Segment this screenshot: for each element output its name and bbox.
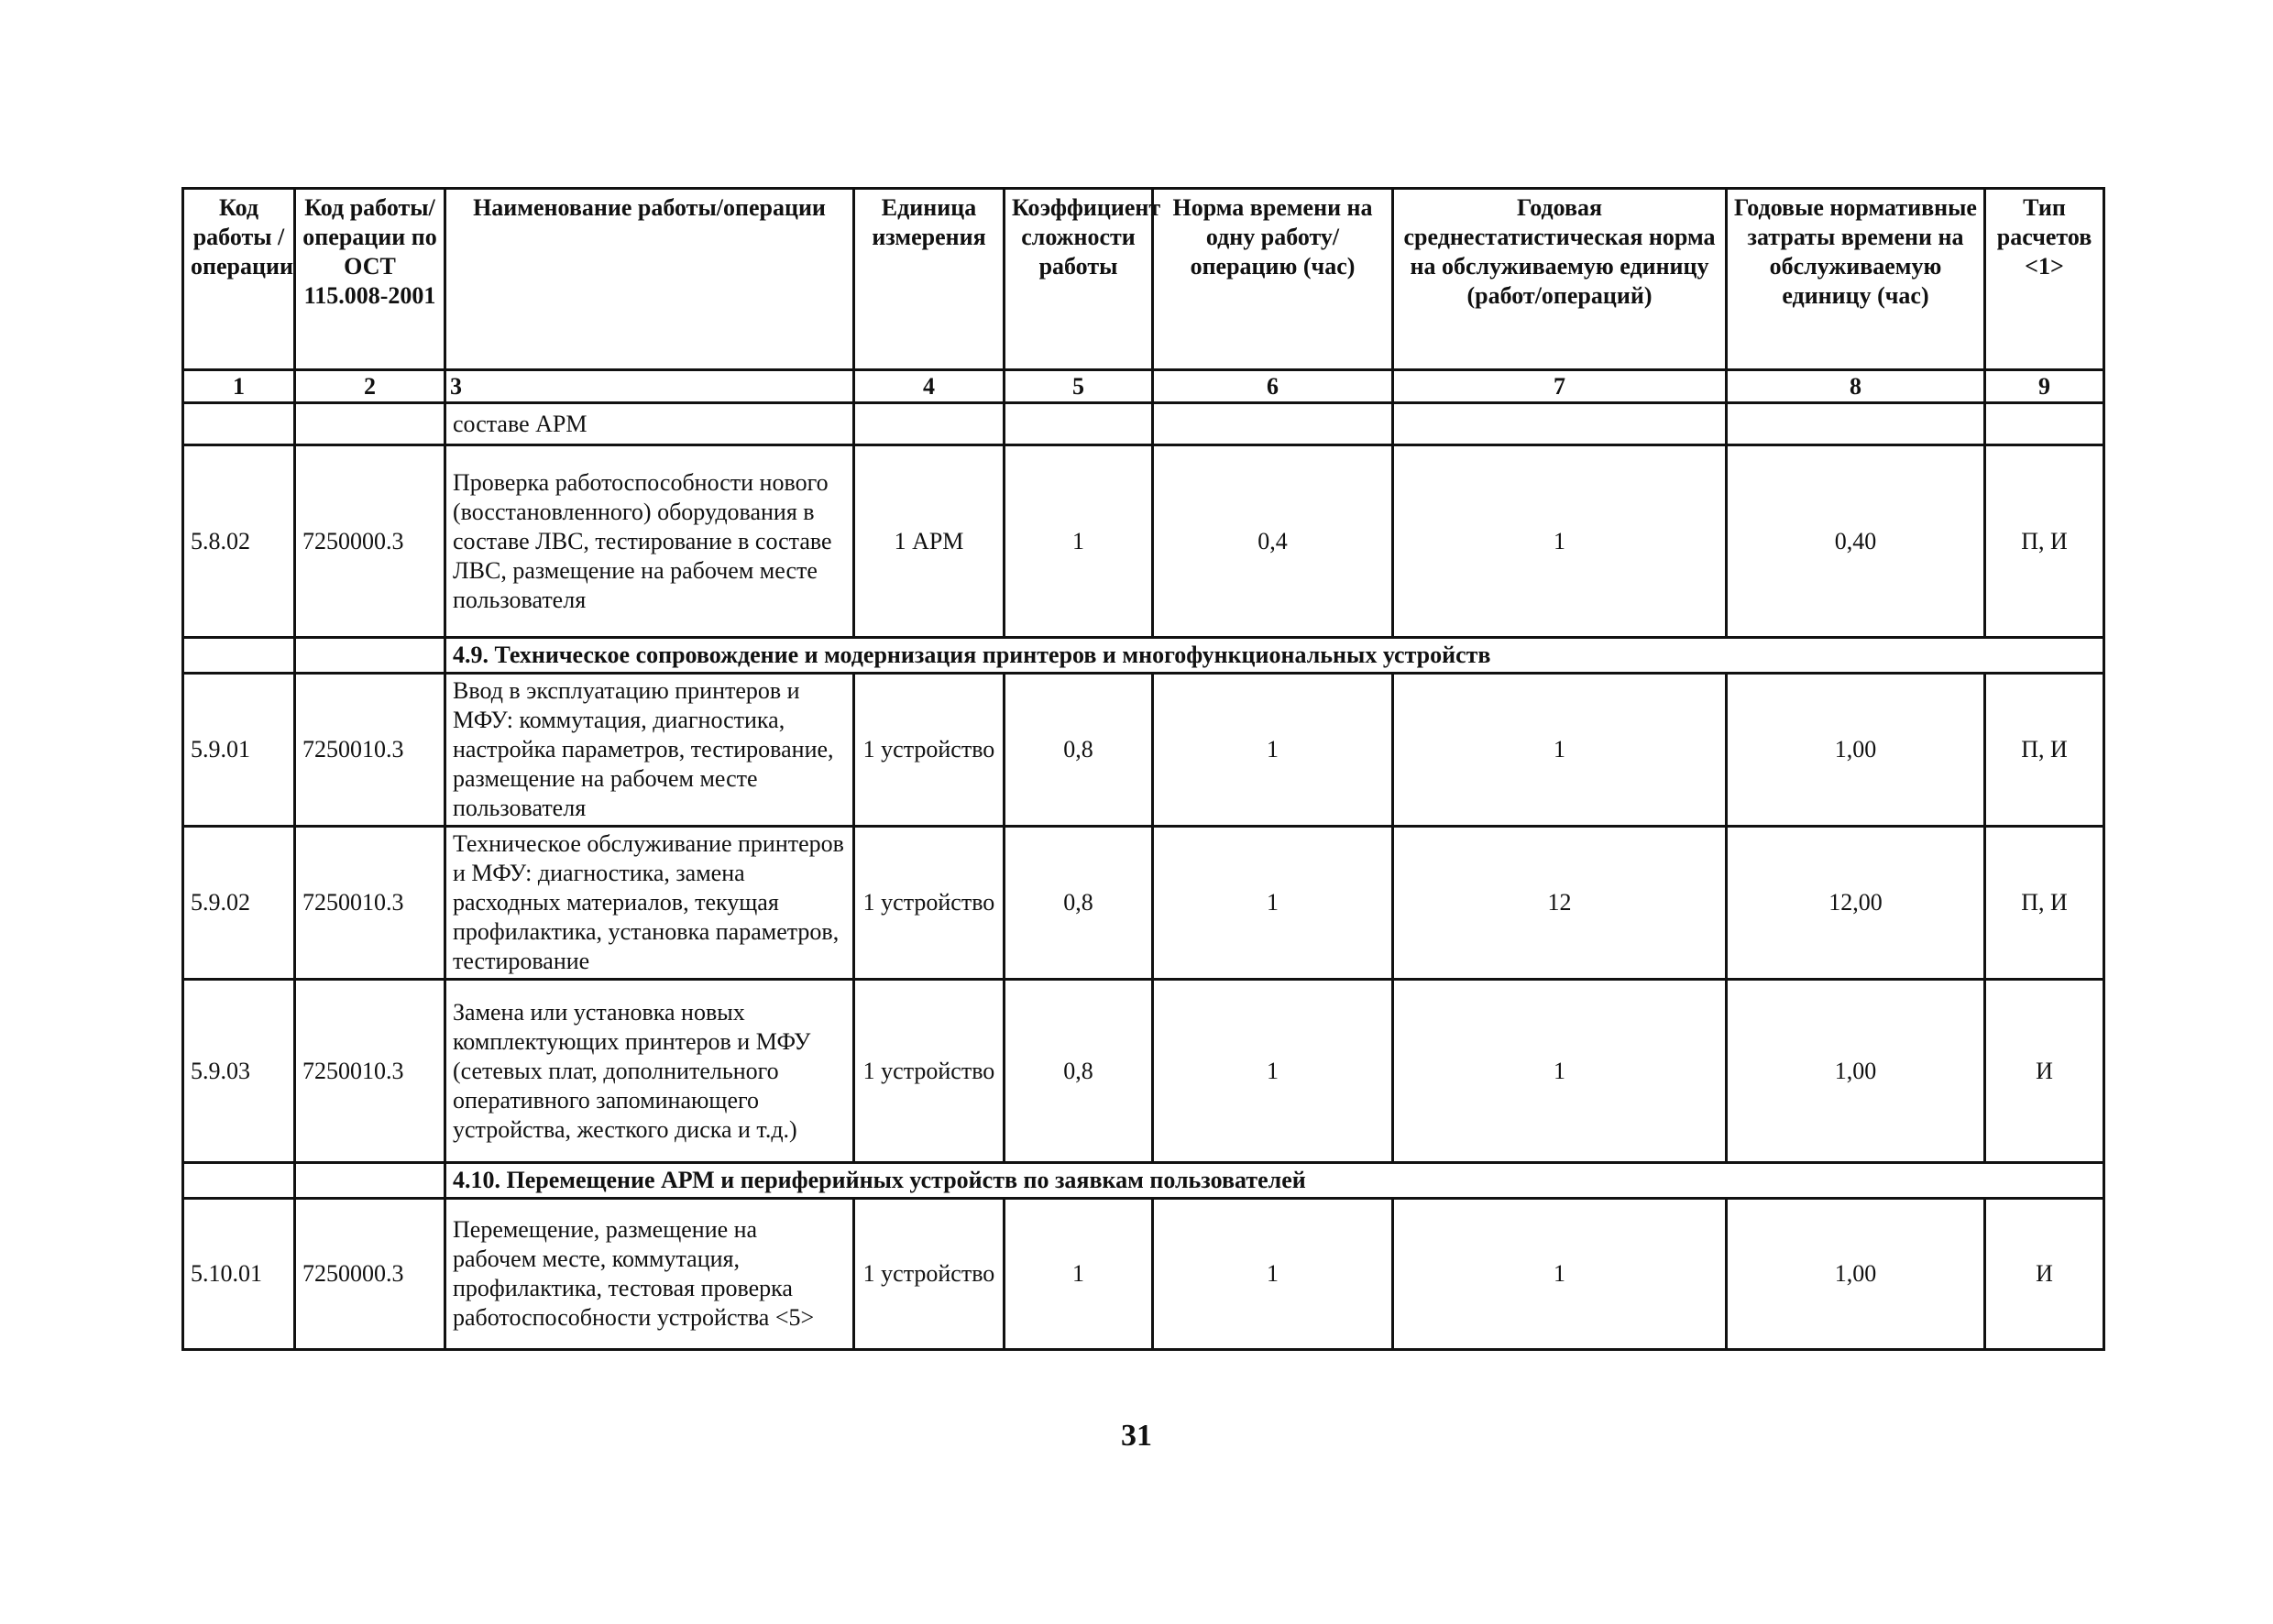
empty-cell	[183, 638, 295, 674]
unit: 1 устройство	[854, 1199, 1005, 1350]
annual-time-cost: 1,00	[1727, 674, 1985, 827]
page-number: 31	[1121, 1419, 1152, 1453]
annual-norm: 1	[1393, 445, 1727, 638]
annual-norm: 1	[1393, 1199, 1727, 1350]
calculation-type: И	[1985, 980, 2104, 1163]
column-number: 1	[183, 370, 295, 403]
annual-time-cost: 0,40	[1727, 445, 1985, 638]
operation-code: 5.9.03	[183, 980, 295, 1163]
empty-cell	[1985, 403, 2104, 445]
empty-cell	[295, 1163, 445, 1199]
empty-cell	[295, 638, 445, 674]
column-number-row	[183, 370, 2104, 403]
column-number: 3	[445, 370, 854, 403]
column-number: 9	[1985, 370, 2104, 403]
time-norm: 0,4	[1153, 445, 1393, 638]
header-cell: Код работы/операции по ОСТ 115.008-2001	[295, 189, 445, 370]
calculation-type: П, И	[1985, 445, 2104, 638]
operation-name: Техническое обслуживание принтеров и МФУ: диагностика, замена расходных материалов, текущая профилактика, установка параметров, тестирование	[445, 827, 854, 980]
column-number: 2	[295, 370, 445, 403]
ost-code: 7250000.3	[295, 445, 445, 638]
table-row	[183, 827, 2104, 980]
empty-cell	[1005, 403, 1153, 445]
operation-name: Проверка работоспособности нового (восстановленного) оборудования в составе ЛВС, тестирование в составе ЛВС, размещение на рабочем месте пользователя	[445, 445, 854, 638]
operation-code: 5.9.01	[183, 674, 295, 827]
continuation-text: составе АРМ	[445, 403, 854, 445]
header-cell: Коэффициент сложности работы	[1005, 189, 1153, 370]
table-header-row	[183, 189, 2104, 370]
column-number: 5	[1005, 370, 1153, 403]
calculation-type: П, И	[1985, 827, 2104, 980]
annual-time-cost: 12,00	[1727, 827, 1985, 980]
unit: 1 устройство	[854, 827, 1005, 980]
column-number: 4	[854, 370, 1005, 403]
section-title: 4.10. Перемещение АРМ и периферийных устройств по заявкам пользователей	[445, 1163, 2104, 1199]
time-norm: 1	[1153, 827, 1393, 980]
time-norm: 1	[1153, 980, 1393, 1163]
continuation-row	[183, 403, 2104, 445]
calculation-type: И	[1985, 1199, 2104, 1350]
operation-code: 5.9.02	[183, 827, 295, 980]
header-cell: Норма времени на одну работу/операцию (час)	[1153, 189, 1393, 370]
header-cell: Тип расчетов <1>	[1985, 189, 2104, 370]
table-row	[183, 674, 2104, 827]
header-cell: Единица измерения	[854, 189, 1005, 370]
calculation-type: П, И	[1985, 674, 2104, 827]
complexity-coefficient: 0,8	[1005, 827, 1153, 980]
unit: 1 АРМ	[854, 445, 1005, 638]
norms-table	[181, 187, 2105, 1351]
section-row	[183, 1163, 2104, 1199]
header-cell: Годовая среднестатистическая норма на обслуживаемую единицу (работ/операций)	[1393, 189, 1727, 370]
time-norm: 1	[1153, 674, 1393, 827]
ost-code: 7250010.3	[295, 980, 445, 1163]
ost-code: 7250010.3	[295, 827, 445, 980]
operation-name: Замена или установка новых комплектующих принтеров и МФУ (сетевых плат, дополнительного оперативного запоминающего устройства, жесткого диска и т.д.)	[445, 980, 854, 1163]
ost-code: 7250000.3	[295, 1199, 445, 1350]
section-title: 4.9. Техническое сопровождение и модернизация принтеров и многофункциональных устройств	[445, 638, 2104, 674]
annual-time-cost: 1,00	[1727, 980, 1985, 1163]
header-cell: Наименование работы/операции	[445, 189, 854, 370]
empty-cell	[854, 403, 1005, 445]
operation-code: 5.10.01	[183, 1199, 295, 1350]
annual-norm: 12	[1393, 827, 1727, 980]
column-number: 8	[1727, 370, 1985, 403]
unit: 1 устройство	[854, 674, 1005, 827]
annual-norm: 1	[1393, 674, 1727, 827]
empty-cell	[1393, 403, 1727, 445]
operation-name: Перемещение, размещение на рабочем месте, коммутация, профилактика, тестовая проверка работоспособности устройства <5>	[445, 1199, 854, 1350]
operation-name: Ввод в эксплуатацию принтеров и МФУ: коммутация, диагностика, настройка параметров, тестирование, размещение на рабочем месте пользователя	[445, 674, 854, 827]
column-number: 6	[1153, 370, 1393, 403]
ost-code: 7250010.3	[295, 674, 445, 827]
annual-time-cost: 1,00	[1727, 1199, 1985, 1350]
empty-cell	[295, 403, 445, 445]
complexity-coefficient: 1	[1005, 1199, 1153, 1350]
operation-code: 5.8.02	[183, 445, 295, 638]
header-cell: Код работы /операции	[183, 189, 295, 370]
complexity-coefficient: 0,8	[1005, 674, 1153, 827]
annual-norm: 1	[1393, 980, 1727, 1163]
empty-cell	[1727, 403, 1985, 445]
section-row	[183, 638, 2104, 674]
complexity-coefficient: 1	[1005, 445, 1153, 638]
empty-cell	[183, 403, 295, 445]
column-number: 7	[1393, 370, 1727, 403]
time-norm: 1	[1153, 1199, 1393, 1350]
header-cell: Годовые нормативные затраты времени на обслуживаемую единицу (час)	[1727, 189, 1985, 370]
empty-cell	[183, 1163, 295, 1199]
unit: 1 устройство	[854, 980, 1005, 1163]
table-row	[183, 1199, 2104, 1350]
empty-cell	[1153, 403, 1393, 445]
table-row	[183, 980, 2104, 1163]
complexity-coefficient: 0,8	[1005, 980, 1153, 1163]
table-row	[183, 445, 2104, 638]
